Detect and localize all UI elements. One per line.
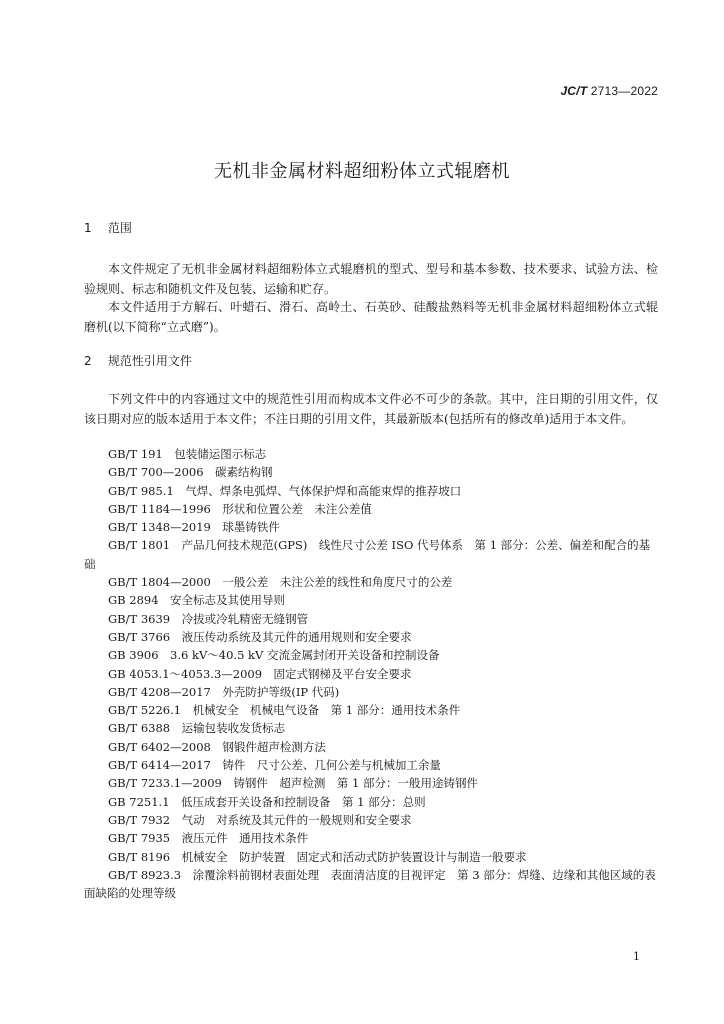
section-number: 2 xyxy=(84,354,92,368)
reference-item: GB/T 3766 液压传动系统及其元件的通用规则和安全要求 xyxy=(108,629,412,644)
references-intro: 下列文件中的内容通过文中的规范性引用而构成本文件必不可少的条款。其中，注日期的引用文件，仅该日期对应的版本适用于本文件；不注日期的引用文件，其最新版本(包括所有的修改单)适用于本文件。 xyxy=(84,392,658,426)
standard-code xyxy=(560,84,658,98)
reference-item: GB/T 1184—1996 形状和位置公差 未注公差值 xyxy=(108,501,372,516)
reference-item: GB/T 191 包装储运图示标志 xyxy=(108,447,267,461)
section-heading-normative-references xyxy=(84,352,192,369)
reference-item: GB/T 4208—2017 外壳防护等级(IP 代码) xyxy=(108,684,340,699)
reference-item: GB/T 6388 运输包装收发货标志 xyxy=(108,721,286,736)
standard-prefix: JC/T xyxy=(560,84,588,98)
reference-item: GB/T 700—2006 碳素结构钢 xyxy=(108,465,273,480)
section-title: 范围 xyxy=(107,221,132,235)
reference-item: GB/T 985.1 气焊、焊条电弧焊、气体保护焊和高能束焊的推荐坡口 xyxy=(108,483,462,498)
reference-item: GB 3906 3.6 kV～40.5 kV 交流金属封闭开关设备和控制设备 xyxy=(108,648,440,663)
page-number: 1 xyxy=(633,950,640,963)
reference-item: GB/T 3639 冷拔或冷轧精密无缝钢管 xyxy=(108,611,309,626)
section-title: 规范性引用文件 xyxy=(107,354,192,368)
reference-item: GB/T 1348—2019 球墨铸铁件 xyxy=(108,520,280,535)
reference-item: GB 2894 安全标志及其使用导则 xyxy=(108,593,286,608)
reference-item: GB 7251.1 低压成套开关设备和控制设备 第 1 部分：总则 xyxy=(108,794,426,809)
reference-item: GB/T 7935 液压元件 通用技术条件 xyxy=(108,831,309,846)
reference-item: GB/T 1801 产品几何技术规范(GPS) 线性尺寸公差 ISO 代号体系 第 1 部分：公差、偏差和配合的基础 xyxy=(84,538,651,571)
reference-item: GB/T 8196 机械安全 防护装置 固定式和活动式防护装置设计与制造一般要求 xyxy=(108,849,527,864)
reference-item: GB/T 8923.3 涂覆涂料前钢材表面处理 表面清洁度的目视评定 第 3 部分：焊缝、边缘和其他区域的表面缺陷的处理等级 xyxy=(84,867,656,901)
reference-item: GB 4053.1～4053.3—2009 固定式钢梯及平台安全要求 xyxy=(108,666,412,681)
document-title: 无机非金属材料超细粉体立式辊磨机 xyxy=(214,161,510,182)
reference-item: GB/T 7233.1—2009 铸钢件 超声检测 第 1 部分：一般用途铸钢件 xyxy=(108,776,478,791)
reference-item: GB/T 6402—2008 钢锻件超声检测方法 xyxy=(108,739,326,754)
standard-number: 2713—2022 xyxy=(590,84,658,98)
scope-paragraph-2: 本文件适用于方解石、叶蜡石、滑石、高岭土、石英砂、硅酸盐熟料等无机非金属材料超细粉体立式辊磨机(以下简称“立式磨”)。 xyxy=(84,300,658,334)
section-number: 1 xyxy=(84,221,92,235)
reference-item: GB/T 5226.1 机械安全 机械电气设备 第 1 部分：通用技术条件 xyxy=(108,703,461,718)
reference-item: GB/T 7932 气动 对系统及其元件的一般规则和安全要求 xyxy=(108,812,412,827)
section-heading-scope xyxy=(84,219,132,236)
scope-paragraph-1: 本文件规定了无机非金属材料超细粉体立式辊磨机的型式、型号和基本参数、技术要求、试验方法、检验规则、标志和随机文件及包装、运输和贮存。 xyxy=(84,262,658,296)
reference-item: GB/T 1804—2000 一般公差 未注公差的线性和角度尺寸的公差 xyxy=(108,575,453,590)
reference-item: GB/T 6414—2017 铸件 尺寸公差、几何公差与机械加工余量 xyxy=(108,758,441,773)
reference-list xyxy=(84,445,658,902)
